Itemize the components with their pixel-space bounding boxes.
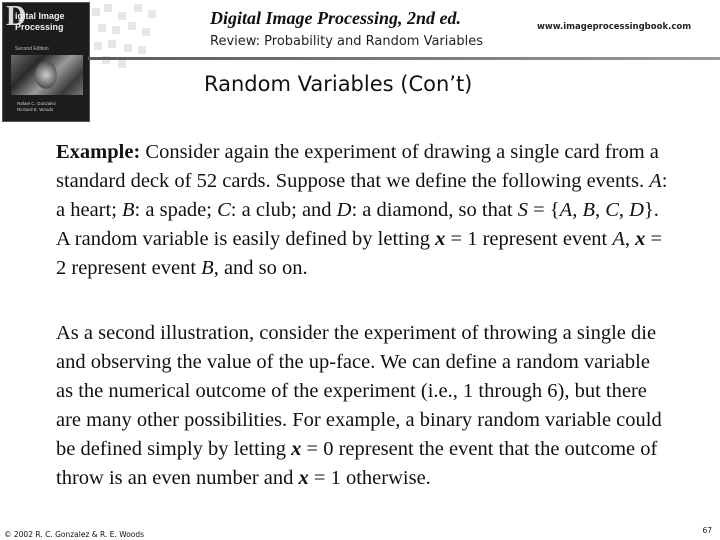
- text-run: , and so on.: [213, 257, 308, 279]
- math-var: x: [298, 467, 309, 489]
- paragraph-second-illustration: [56, 319, 670, 493]
- book-cover-image: [2, 2, 90, 122]
- math-var: S: [517, 199, 528, 221]
- text-run: = 1 otherwise.: [308, 467, 431, 489]
- cover-authors: Rafael C. Gonzalez Richard E. Woods: [17, 101, 57, 112]
- text-run: ,: [624, 228, 636, 250]
- header-divider: [88, 57, 720, 60]
- example-lead: Example:: [56, 141, 141, 163]
- math-var: x: [291, 438, 302, 460]
- cover-letter: D: [6, 2, 27, 32]
- text-run: ,: [594, 199, 606, 221]
- math-var: A: [649, 170, 662, 192]
- text-run: : a club; and: [230, 199, 337, 221]
- text-run: As a second illustration, consider the experiment of throwing a single die and observing the value of the up-face. We can define a random variable as the numerical outcome of the experiment (i.e., 1 through 6), but there are many other possibilities. For example, a binary random variable could be defined simply by letting: [56, 322, 662, 460]
- cover-art: [11, 55, 83, 95]
- text-run: ,: [572, 199, 583, 221]
- math-var: D: [336, 199, 352, 221]
- paragraph-example: [56, 138, 670, 283]
- math-var: C: [605, 199, 619, 221]
- math-var: B: [122, 199, 135, 221]
- text-run: = 1 represent event: [445, 228, 613, 250]
- page-number: 67: [702, 526, 712, 535]
- math-var: D: [629, 199, 644, 221]
- math-var: C: [217, 199, 231, 221]
- math-var: A: [559, 199, 573, 221]
- text-run: : a heart;: [56, 170, 668, 221]
- text-run: ,: [618, 199, 630, 221]
- slide-title: Random Variables (Con’t): [204, 72, 473, 96]
- text-run: = {: [528, 199, 560, 221]
- website-link[interactable]: www.imageprocessingbook.com: [537, 22, 692, 32]
- decorative-dot-pattern: [90, 2, 160, 72]
- text-run: Consider again the experiment of drawing a single card from a standard deck of 52 cards. Suppose that we define the following events.: [56, 141, 659, 192]
- cover-title: igital Image Processing: [15, 11, 65, 32]
- math-var: B: [201, 257, 214, 279]
- book-title: Digital Image Processing, 2nd ed.: [210, 8, 461, 28]
- text-run: = 2 represent event: [56, 228, 663, 279]
- copyright-notice: © 2002 R. C. Gonzalez & R. E. Woods: [4, 530, 145, 539]
- text-run: : a spade;: [134, 199, 218, 221]
- text-run: }. A random variable is easily defined by letting: [56, 199, 659, 250]
- cover-edition: Second Edition: [15, 46, 49, 52]
- text-run: = 0 represent the event that the outcome of throw is an even number and: [56, 438, 658, 489]
- text-run: : a diamond, so that: [351, 199, 518, 221]
- math-var: x: [435, 228, 446, 250]
- math-var: B: [582, 199, 595, 221]
- section-subtitle: Review: Probability and Random Variables: [210, 34, 483, 49]
- math-var: x: [635, 228, 646, 250]
- math-var: A: [612, 228, 625, 250]
